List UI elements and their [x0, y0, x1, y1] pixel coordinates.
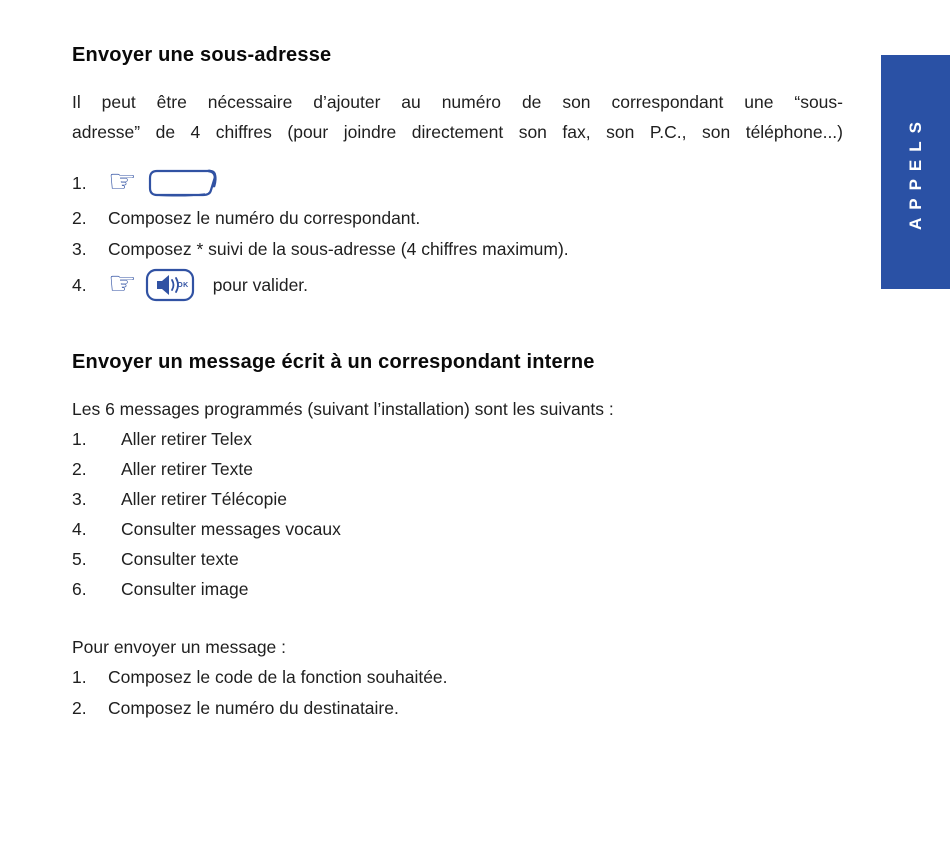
step-row-3 [72, 234, 843, 265]
outro-lead: Pour envoyer un message : [72, 637, 287, 657]
spacer [72, 305, 843, 351]
step-text: Composez le numéro du correspondant. [108, 208, 421, 228]
item-number: 3. [72, 489, 87, 509]
list-item [72, 454, 843, 484]
blank-key-icon [145, 166, 221, 200]
item-text: Consulter image [121, 579, 249, 599]
item-number: 6. [72, 579, 87, 599]
pointing-hand-icon: ☞ [108, 264, 137, 302]
item-text: Aller retirer Telex [121, 429, 252, 449]
list-item [72, 424, 843, 454]
chapter-tab-label: APPELS [905, 113, 925, 231]
step-number: 4. [72, 274, 87, 295]
item-number: 4. [72, 519, 87, 539]
step-text: pour valider. [212, 274, 309, 295]
intro-line-1: Il peut être nécessaire d’ajouter au numéro de son correspondant une “sous- [72, 92, 843, 112]
message-list [72, 424, 843, 604]
step-number: 1. [72, 172, 87, 193]
spacer [72, 604, 843, 632]
section2-title: Envoyer un message écrit à un correspondant interne [72, 351, 595, 373]
pointing-hand-icon: ☞ [108, 162, 137, 200]
speaker-ok-key-icon [145, 267, 195, 303]
step-row-2 [72, 203, 843, 234]
step-number: 2. [72, 208, 87, 228]
step-number: 1. [72, 667, 87, 687]
item-text: Aller retirer Télécopie [121, 489, 287, 509]
step-text: Composez le code de la fonction souhaitée. [108, 667, 448, 687]
item-number: 5. [72, 549, 87, 569]
item-number: 1. [72, 429, 87, 449]
step-text: Composez * suivi de la sous-adresse (4 chiffres maximum). [108, 239, 569, 259]
list-item [72, 484, 843, 514]
section2-intro: Les 6 messages programmés (suivant l’installation) sont les suivants : [72, 399, 614, 419]
section1-intro [72, 87, 843, 147]
intro-line-2: adresse” de 4 chiffres (pour joindre directement son fax, son P.C., son téléphone...) [72, 122, 843, 142]
item-number: 2. [72, 459, 87, 479]
step-row-4 [72, 265, 843, 305]
chapter-tab-appels[interactable] [881, 55, 950, 289]
item-text: Consulter messages vocaux [121, 519, 341, 539]
step-row [72, 693, 843, 724]
list-item [72, 514, 843, 544]
step-number: 2. [72, 698, 87, 718]
list-item [72, 574, 843, 604]
step-row [72, 662, 843, 693]
step-number: 3. [72, 239, 87, 259]
step-text: Composez le numéro du destinataire. [108, 698, 399, 718]
step-row-1 [72, 163, 843, 203]
ok-label: OK [177, 282, 189, 289]
outro-steps [72, 662, 843, 724]
section1-title: Envoyer une sous-adresse [72, 44, 332, 66]
section1-steps [72, 163, 843, 305]
item-text: Aller retirer Texte [121, 459, 253, 479]
list-item [72, 544, 843, 574]
page-content [72, 44, 843, 724]
item-text: Consulter texte [121, 549, 239, 569]
